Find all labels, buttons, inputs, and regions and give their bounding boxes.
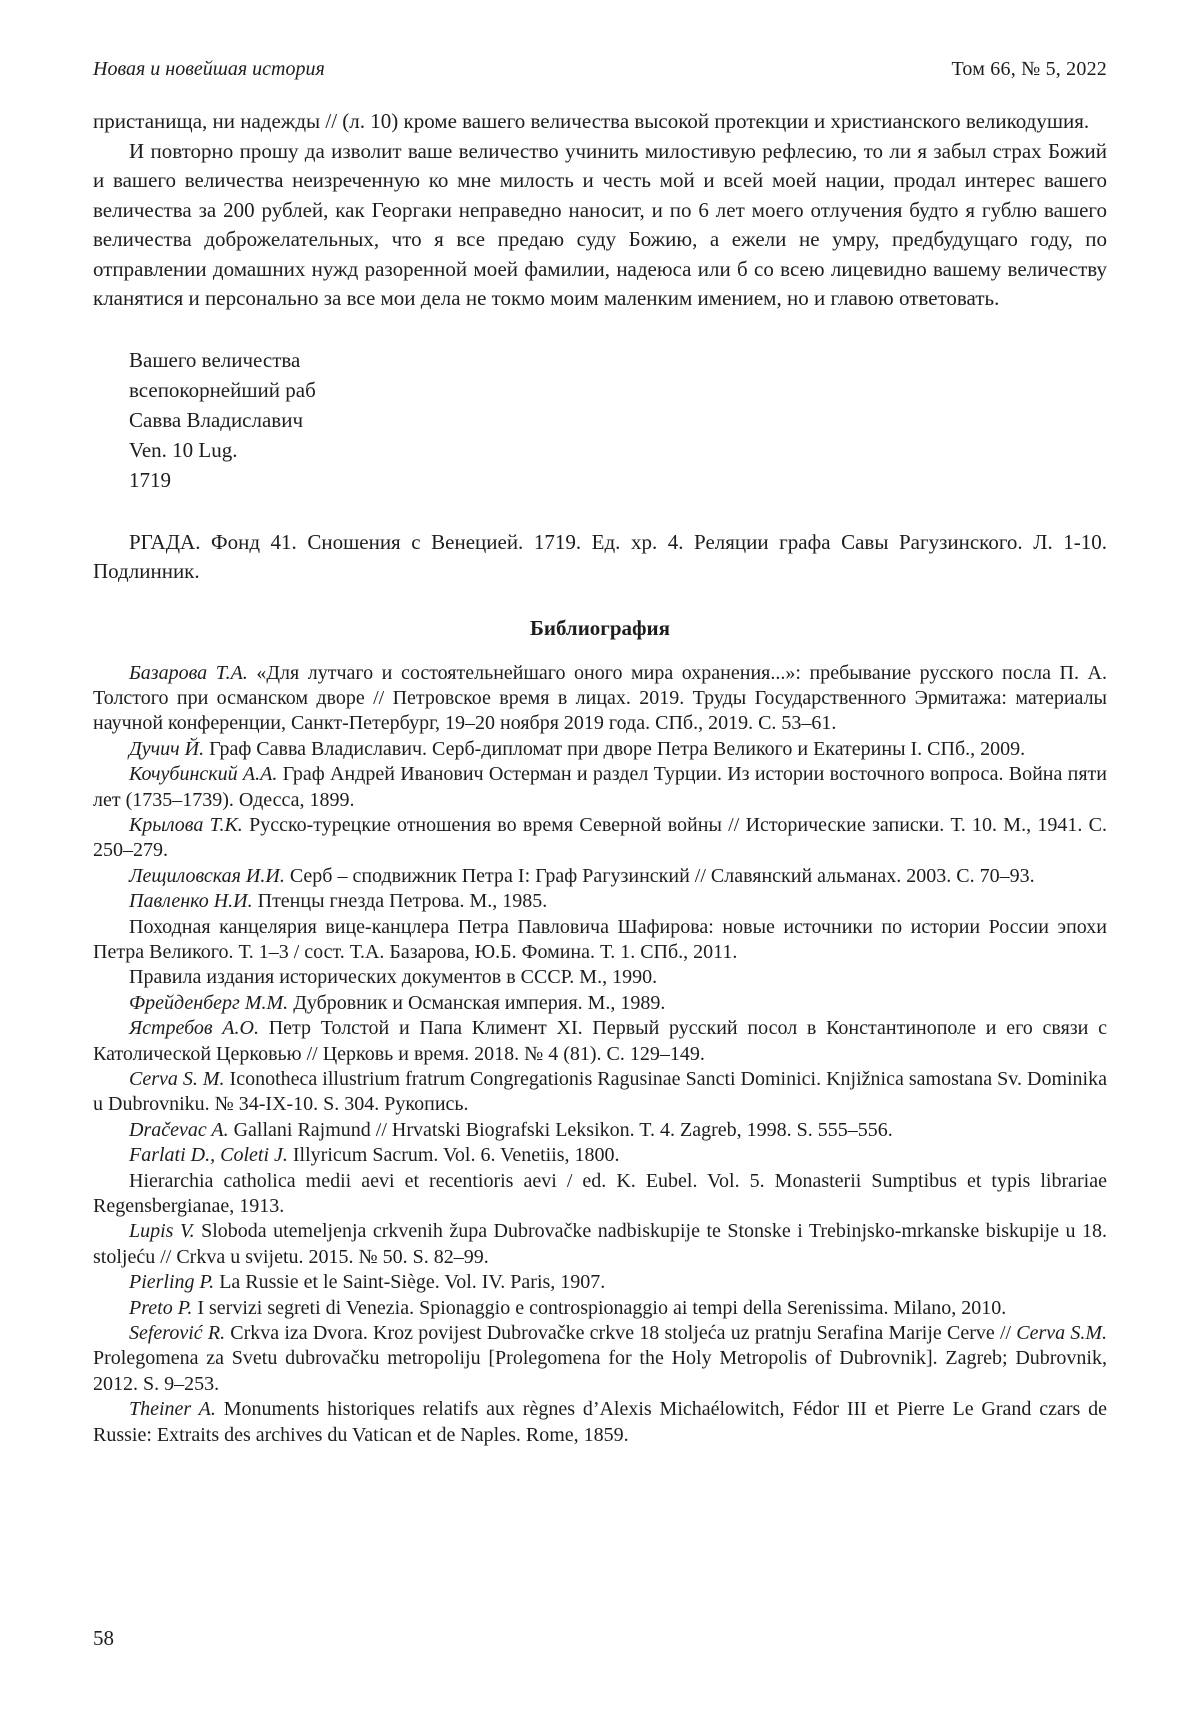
bibliography-list — [93, 661, 1107, 1449]
bibliography-heading: Библиография — [529, 615, 671, 640]
bibliography-author: Крылова Т.К. — [129, 813, 243, 836]
bibliography-entry — [93, 661, 1107, 737]
bibliography-entry — [93, 889, 1107, 914]
bibliography-entry — [93, 737, 1107, 762]
bibliography-text: Gallani Rajmund // Hrvatski Biografski Leksikon. T. 4. Zagreb, 1998. S. 555–556. — [228, 1118, 893, 1141]
bibliography-text: Illyricum Sacrum. Vol. 6. Venetiis, 1800. — [287, 1144, 620, 1167]
bibliography-entry — [93, 991, 1107, 1016]
bibliography-author: Фрейденберг М.М. — [129, 991, 289, 1014]
bibliography-text: Граф Савва Владиславич. Серб-дипломат при дворе Петра Великого и Екатерины I. СПб., 2009. — [204, 737, 1026, 760]
bibliography-author: Лещиловская И.И. — [129, 864, 285, 887]
bibliography-author: Pierling P. — [129, 1271, 215, 1294]
bibliography-entry — [93, 1296, 1107, 1321]
bibliography-author: Farlati D., Coleti J. — [129, 1144, 288, 1167]
bibliography-text: Monuments historiques relatifs aux règnes d’Alexis Michaélowitch, Fédor III et Pierre Le Grand czars de Russie: Extraits des archives du Vatican et de Naples. Rome, 1859. — [93, 1398, 1107, 1446]
bibliography-text: Iconotheca illustrium fratrum Congregationis Ragusinae Sancti Dominici. Knjižnica samostana Sv. Dominika u Dubrovniku. № 34-IX-10. S. 304. Рукопись. — [93, 1068, 1107, 1116]
bibliography-entry — [93, 1219, 1107, 1270]
bibliography-entry — [93, 965, 1107, 990]
bibliography-text: Crkva iza Dvora. Kroz povijest Dubrovačke crkve 18 stoljeća uz pratnju Serafina Marije Cerve // — [225, 1322, 1017, 1345]
bibliography-author: Ястребов А.О. — [129, 1017, 259, 1040]
bibliography-author: Дучич Й. — [129, 737, 205, 760]
bibliography-text: La Russie et le Saint-Siège. Vol. IV. Paris, 1907. — [214, 1271, 606, 1294]
bibliography-author: Базарова Т.А. — [129, 661, 248, 684]
bibliography-author: Seferović R. — [129, 1322, 226, 1345]
bibliography-text: «Для лутчаго и состоятельнейшаго оного мира охранения...»: пребывание русского посла П. А. Толстого при османском дворе // Петровское время в лицах. 2019. Труды Государственного Эрмитажа: материалы научной конференции, Санкт-Петербург, 19–20 ноября 2019 года. СПб., 2019. С. 53–61. — [93, 661, 1107, 735]
bibliography-author: Кочубинский А.А. — [129, 763, 278, 786]
bibliography-text: Hierarchia catholica medii aevi et recentioris aevi / ed. K. Eubel. Vol. 5. Monasterii Sumptibus et typis librariae Regensbergianae, 1913. — [93, 1169, 1107, 1218]
bibliography-author: Lupis V. — [129, 1220, 195, 1243]
bibliography-author: Павленко Н.И. — [129, 890, 253, 913]
bibliography-text: Sloboda utemeljenja crkvenih župa Dubrovačke nadbiskupije te Stonske i Trebinjsko-mrkanske biskupije u 18. stoljeću // Crkva u svijetu. 2015. № 50. S. 82–99. — [93, 1220, 1107, 1268]
bibliography-entry — [93, 813, 1107, 864]
bibliography-text: Русско-турецкие отношения во время Северной войны // Исторические записки. Т. 10. М., 1941. С. 250–279. — [93, 813, 1107, 862]
bibliography-author: Cerva S. M. — [129, 1068, 225, 1090]
signature-line: всепокорнейший раб — [129, 377, 316, 402]
bibliography-author: Cerva S.M. — [1016, 1322, 1107, 1345]
bibliography-author: Dračevac A. — [129, 1118, 229, 1141]
bibliography-entry — [93, 1143, 1107, 1168]
page-header — [93, 58, 1107, 81]
bibliography-text: Серб – сподвижник Петра I: Граф Рагузинский // Славянский альманах. 2003. С. 70–93. — [284, 864, 1035, 887]
signature-line: 1719 — [129, 467, 171, 492]
signature-line: Вашего величества — [129, 347, 301, 372]
document-body — [93, 107, 1107, 1448]
document-paragraph: И повторно прошу да изволит ваше величество учинить милостивую рефлесию, то ли я забыл страх Божий и вашего величества неизреченную ко мне милость и честь мой и всей моей нации, продал интерес вашего величества за 200 рублей, как Георгаки неправедно наносит, и по 6 лет моего отлучения будто я гублю вашего величества доброжелательных, что я все предаю суду Божию, а ежели не умру, предбудущаго году, по отправлении домашних нужд разоренной моей фамилии, надеюса или б со всею лицевидно вашему величеству кланятися и персонально за все мои дела не токмо моим маленким имением, но и главою ответовать. — [93, 138, 1107, 310]
bibliography-text: Граф Андрей Иванович Остерман и раздел Турции. Из истории восточного вопроса. Война пяти лет (1735–1739). Одесса, 1899. — [93, 763, 1107, 811]
bibliography-entry — [93, 1321, 1107, 1397]
bibliography-entry — [93, 762, 1107, 813]
archive-note: РГАДА. Фонд 41. Сношения с Венецией. 1719. Ед. хр. 4. Реляции графа Савы Рагузинского. Л. 1-10. Подлинник. — [93, 529, 1107, 583]
document-paragraph: пристанища, ни надежды // (л. 10) кроме вашего величества высокой протекции и христианского великодушия. — [93, 109, 1090, 133]
bibliography-text: Дубровник и Османская империя. М., 1989. — [288, 991, 666, 1014]
bibliography-author: Preto P. — [129, 1296, 193, 1319]
bibliography-entry — [93, 1169, 1107, 1220]
bibliography-author: Theiner A. — [129, 1398, 216, 1421]
bibliography-text: Походная канцелярия вице-канцлера Петра Павловича Шафирова: новые источники по истории России эпохи Петра Великого. Т. 1–3 / сост. Т.А. Базарова, Ю.Б. Фомина. Т. 1. СПб., 2011. — [93, 915, 1107, 963]
bibliography-entry — [93, 1118, 1107, 1143]
bibliography-entry — [93, 1016, 1107, 1067]
bibliography-entry — [93, 915, 1107, 966]
bibliography-text: Петр Толстой и Папа Климент XI. Первый русский посол в Константинополе и его связи с Католической Церковью // Церковь и время. 2018. № 4 (81). С. 129–149. — [93, 1017, 1108, 1065]
signature-block — [129, 345, 1107, 495]
signature-line: Савва Владиславич — [129, 407, 304, 432]
page-number: 58 — [93, 1626, 114, 1650]
bibliography-entry — [93, 1397, 1107, 1448]
bibliography-text: Prolegomena za Svetu dubrovačku metropoliju [Prolegomena for the Holy Metropolis of Dubrovnik]. Zagreb; Dubrovnik, 2012. S. 9–253. — [93, 1347, 1107, 1395]
bibliography-entry — [93, 1270, 1107, 1295]
bibliography-text: I servizi segreti di Venezia. Spionaggio e controspionaggio ai tempi della Serenissima. Milano, 2010. — [192, 1296, 1007, 1319]
bibliography-entry — [93, 864, 1107, 889]
bibliography-text: Птенцы гнезда Петрова. М., 1985. — [252, 890, 548, 913]
journal-title: Новая и новейшая история — [93, 58, 325, 80]
signature-line: Ven. 10 Lug. — [129, 437, 238, 462]
bibliography-text: Правила издания исторических документов в СССР. М., 1990. — [129, 966, 658, 989]
issue-info: Том 66, № 5, 2022 — [951, 58, 1107, 80]
bibliography-entry — [93, 1067, 1107, 1118]
